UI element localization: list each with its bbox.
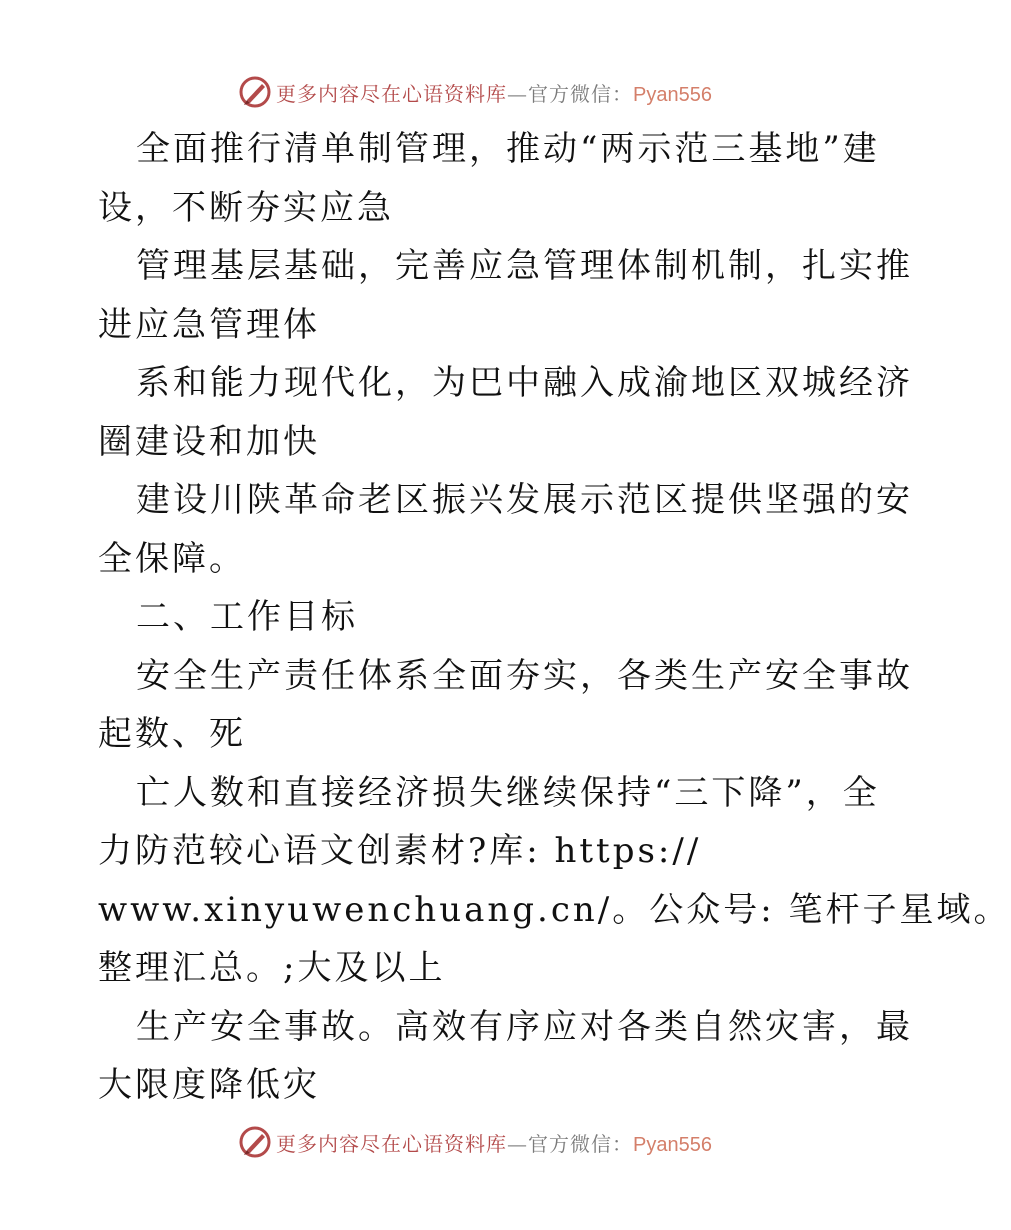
- banner-separator: —: [507, 81, 529, 106]
- footer-banner: [0, 1120, 950, 1164]
- body-line-url: www.xinyuwenchuang.cn/。公众号: 笔杆子星域。: [98, 889, 1011, 930]
- body-line: 亡人数和直接经济损失继续保持“三下降”，全: [136, 772, 880, 813]
- body-line: 大限度降低灾: [98, 1065, 320, 1105]
- body-line: 设，不断夯实应急: [98, 187, 394, 228]
- body-line: 圈建设和加快: [98, 421, 320, 462]
- banner-main-text: 更多内容尽在心语资料库: [276, 81, 508, 106]
- banner-text: [276, 78, 712, 107]
- header-banner: [0, 70, 950, 114]
- banner-wechat-id: Pyan556: [633, 1133, 712, 1156]
- section-heading: 二、工作目标: [136, 597, 358, 637]
- body-line: 系和能力现代化，为巴中融入成渝地区双城经济: [136, 363, 913, 403]
- banner-wechat-label: 官方微信：: [528, 81, 634, 106]
- body-line: 全面推行清单制管理，推动“两示范三基地”建: [136, 129, 880, 169]
- body-line: 管理基层基础，完善应急管理体制机制，扎实推: [136, 246, 913, 286]
- body-line: 生产安全事故。高效有序应对各类自然灾害，最: [136, 1006, 913, 1047]
- body-line: 进应急管理体: [98, 304, 320, 345]
- banner-text: [276, 1128, 712, 1157]
- banner-wechat-label: 官方微信：: [528, 1131, 634, 1156]
- body-line: 力防范较心语文创素材?库: https://: [98, 831, 702, 871]
- body-line: 建设川陕革命老区振兴发展示范区提供坚强的安: [136, 480, 913, 520]
- banner-wechat-id: Pyan556: [633, 83, 712, 106]
- pen-logo-icon: [238, 1125, 272, 1159]
- banner-separator: —: [507, 1131, 529, 1156]
- body-line: 起数、死: [98, 714, 246, 754]
- document-body: [98, 120, 1011, 1115]
- body-line: 整理汇总。;大及以上: [98, 948, 446, 988]
- body-line: 全保障。: [98, 538, 246, 579]
- pen-logo-icon: [238, 75, 272, 109]
- banner-main-text: 更多内容尽在心语资料库: [276, 1131, 508, 1156]
- body-line: 安全生产责任体系全面夯实，各类生产安全事故: [136, 655, 913, 696]
